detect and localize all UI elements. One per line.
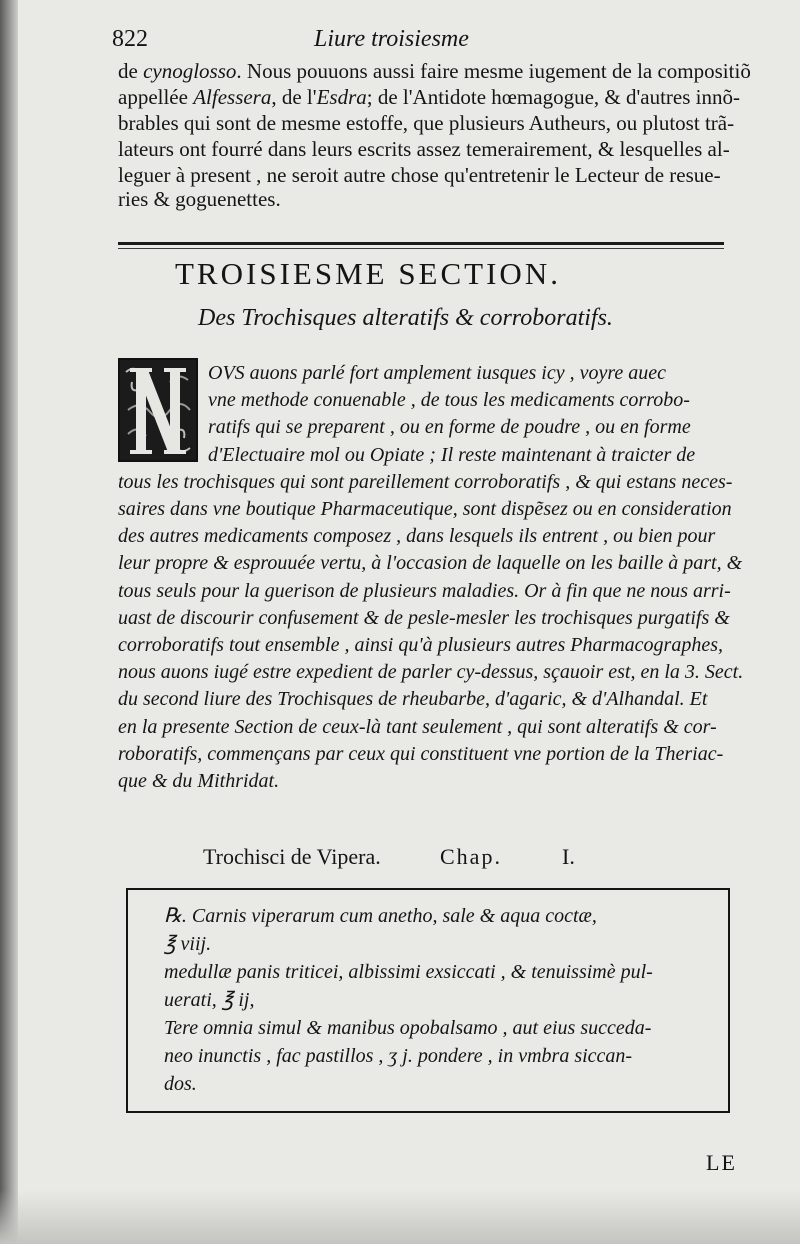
body-line: en la presente Section de ceux-là tant seulement , qui sont alteratifs & cor- bbox=[118, 715, 717, 738]
section-title: TROISIESME SECTION. bbox=[175, 256, 561, 291]
section-rule-thin bbox=[118, 248, 724, 249]
intro-line bbox=[118, 110, 734, 136]
ornamental-initial-n bbox=[118, 358, 198, 462]
body-line: du second liure des Trochisques de rheubarbe, d'agaric, & d'Alhandal. Et bbox=[118, 688, 708, 711]
running-title: Liure troisiesme bbox=[314, 26, 469, 52]
body-line: uast de discourir confusement & de pesle-mesler les trochisques purgatifs & bbox=[118, 606, 730, 629]
chapter-number: I. bbox=[562, 844, 575, 869]
text-run: Alfessera bbox=[193, 85, 272, 109]
chapter-title: Trochisci de Vipera. bbox=[203, 844, 381, 869]
text-run: . Nous pouuons aussi faire mesme iugement de la compositiõ bbox=[236, 59, 751, 83]
recipe-line: Tere omnia simul & manibus opobalsamo , aut eius succeda- bbox=[164, 1017, 652, 1039]
catchword: LE bbox=[706, 1150, 737, 1175]
text-run: ; de l'Antidote hœmagogue, & d'autres innõ- bbox=[366, 85, 740, 109]
text-run: ries & goguenettes. bbox=[118, 187, 281, 211]
intro-line bbox=[118, 136, 730, 162]
body-line: que & du Mithridat. bbox=[118, 770, 280, 792]
section-subtitle: Des Trochisques alteratifs & corroboratifs. bbox=[198, 305, 613, 331]
body-line: corroboratifs tout ensemble , ainsi qu'à plusieurs autres Pharmacographes, bbox=[118, 634, 723, 656]
text-run: cynoglosso bbox=[143, 59, 237, 83]
recipe-line: ℥ viij. bbox=[164, 933, 212, 955]
intro-line bbox=[118, 186, 281, 212]
body-line: nous auons iugé estre expedient de parler cy-dessus, sçauoir est, en la 3. Sect. bbox=[118, 661, 744, 684]
body-line: des autres medicaments composez , dans lesquels ils entrent , ou bien pour bbox=[118, 525, 716, 548]
text-run: appellée bbox=[118, 85, 194, 109]
body-line: vne methode conuenable , de tous les medicaments corrobo- bbox=[208, 389, 690, 412]
body-line: leur propre & esprouuée vertu, à l'occasion de laquelle on les baille à part, & bbox=[118, 552, 743, 575]
recipe-line: medullæ panis triticei, albissimi exsiccati , & tenuissimè pul- bbox=[164, 961, 653, 983]
intro-line bbox=[118, 162, 721, 188]
body-line: OVS auons parlé fort amplement iusques icy , voyre auec bbox=[208, 362, 667, 384]
intro-line bbox=[118, 84, 740, 110]
section-rule bbox=[118, 242, 724, 245]
body-line: saires dans vne boutique Pharmaceutique, sont dispẽsez ou en consideration bbox=[118, 498, 732, 520]
text-run: de bbox=[118, 59, 144, 83]
recipe-box bbox=[126, 888, 730, 1113]
recipe-line: neo inunctis , fac pastillos , ʒ j. pondere , in vmbra siccan- bbox=[164, 1045, 633, 1067]
ornamental-initial-icon bbox=[120, 360, 196, 460]
body-line: ratifs qui se preparent , ou en forme de poudre , ou en forme bbox=[208, 416, 691, 439]
text-run: brables qui sont de mesme estoffe, que plusieurs Autheurs, ou plutost trã- bbox=[118, 111, 735, 135]
body-line: tous seuls pour la guerison de plusieurs maladies. Or à fin que ne nous arri- bbox=[118, 579, 731, 602]
body-line: d'Electuaire mol ou Opiate ; Il reste maintenant à traicter de bbox=[208, 443, 696, 466]
page-number: 822 bbox=[112, 26, 148, 52]
chapter-label: Chap. bbox=[440, 844, 502, 869]
recipe-line: dos. bbox=[164, 1073, 197, 1095]
text-run: leguer à present , ne seroit autre chose qu'entretenir le Lecteur de resue- bbox=[118, 163, 721, 187]
intro-line bbox=[118, 58, 751, 84]
body-line: roboratifs, commençans par ceux qui constituent vne portion de la Theriac- bbox=[118, 742, 724, 765]
running-head bbox=[112, 26, 752, 56]
recipe-line: uerati, ℥ ij, bbox=[164, 989, 255, 1011]
recipe-line: ℞. Carnis viperarum cum anetho, sale & aqua coctæ, bbox=[164, 905, 597, 927]
text-run: lateurs ont fourré dans leurs escrits assez temerairement, & lesquelles al- bbox=[118, 137, 730, 161]
text-run: Esdra bbox=[316, 85, 367, 109]
text-run: , de l' bbox=[271, 85, 317, 109]
body-line: tous les trochisques qui sont pareillement corroboratifs , & qui estans neces- bbox=[118, 470, 733, 493]
